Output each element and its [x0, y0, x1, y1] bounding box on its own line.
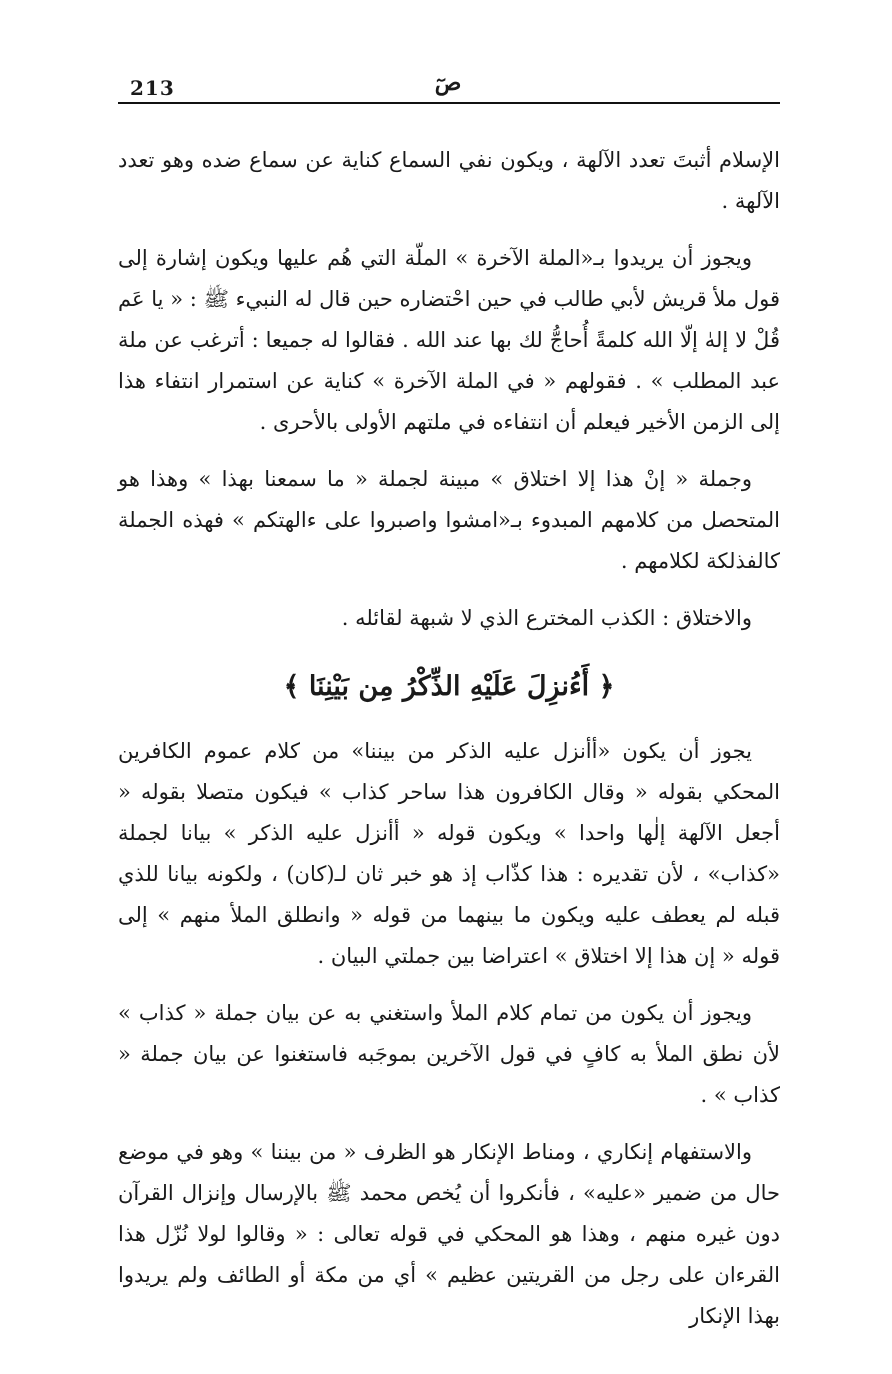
paragraph-1: الإسلام أثبتَ تعدد الآلهة ، ويكون نفي السماع كناية عن سماع ضده وهو تعدد الآلهة .: [118, 148, 780, 213]
page-number: 213: [130, 76, 175, 100]
surah-title: صٓ: [434, 70, 462, 96]
paragraph-4: والاختلاق : الكذب المخترع الذي لا شبهة لقائله .: [341, 606, 752, 630]
header-divider: [118, 102, 780, 104]
quran-verse: ﴿ أَءُنزِلَ عَلَيْهِ الذِّكْرُ مِن بَيْنِنَا ﴾: [283, 671, 615, 702]
paragraph-7: والاستفهام إنكاري ، ومناط الإنكار هو الظرف « من بيننا » وهو في موضع حال من ضمير «عليه» ، فأنكروا أن يُخص محمد ﷺ بالإرسال وإنزال القرآن دون غيره منهم ، وهذا هو المحكي في قوله تعالى : « وقالوا لولا نُزّل هذا القرءان على رجل من القريتين عظيم » أي من مكة أو الطائف ولم يريدوا بهذا الإنكار: [118, 1140, 780, 1328]
page-body: [118, 140, 780, 1353]
paragraph-6: ويجوز أن يكون من تمام كلام الملأ واستغني به عن بيان جملة « كذاب » لأن نطق الملأ به كافٍ في قول الآخرين بموجَبه فاستغنوا عن بيان جملة « كذاب » .: [118, 1001, 780, 1107]
paragraph-5: يجوز أن يكون «أأنزل عليه الذكر من بيننا» من كلام عموم الكافرين المحكي بقوله « وقال الكافرون هذا ساحر كذاب » فيكون متصلا بقوله « أجعل الآلهة إلٰها واحدا » ويكون قوله « أأنزل عليه الذكر » بيانا لجملة «كذاب» ، لأن تقديره : هذا كذّاب إذ هو خبر ثان لـ(كان) ، ولكونه بيانا للذي قبله لم يعطف عليه ويكون ما بينهما من قوله « وانطلق الملأ منهم » إلى قوله « إن هذا إلا اختلاق » اعتراضا بين جملتي البيان .: [118, 739, 780, 968]
paragraph-3: وجملة « إنْ هذا إلا اختلاق » مبينة لجملة « ما سمعنا بهذا » وهذا هو المتحصل من كلامهم المبدوء بـ«امشوا واصبروا على ءالهتكم » فهذه الجملة كالفذلكة لكلامهم .: [118, 467, 780, 573]
page-header: [118, 68, 780, 104]
paragraph-2: ويجوز أن يريدوا بـ«الملة الآخرة » الملّة التي هُم عليها ويكون إشارة إلى قول ملأ قريش لأبي طالب في حين احْتضاره حين قال له النبيء ﷺ : « يا عَم قُلْ لا إلهٰ إلّا الله كلمةً أُحاجُّ لك بها عند الله . فقالوا له جميعا : أترغب عن ملة عبد المطلب » . فقولهم « في الملة الآخرة » كناية عن استمرار انتفاء هذا إلى الزمن الأخير فيعلم أن انتفاءه في ملتهم الأولى بالأحرى .: [118, 246, 780, 434]
